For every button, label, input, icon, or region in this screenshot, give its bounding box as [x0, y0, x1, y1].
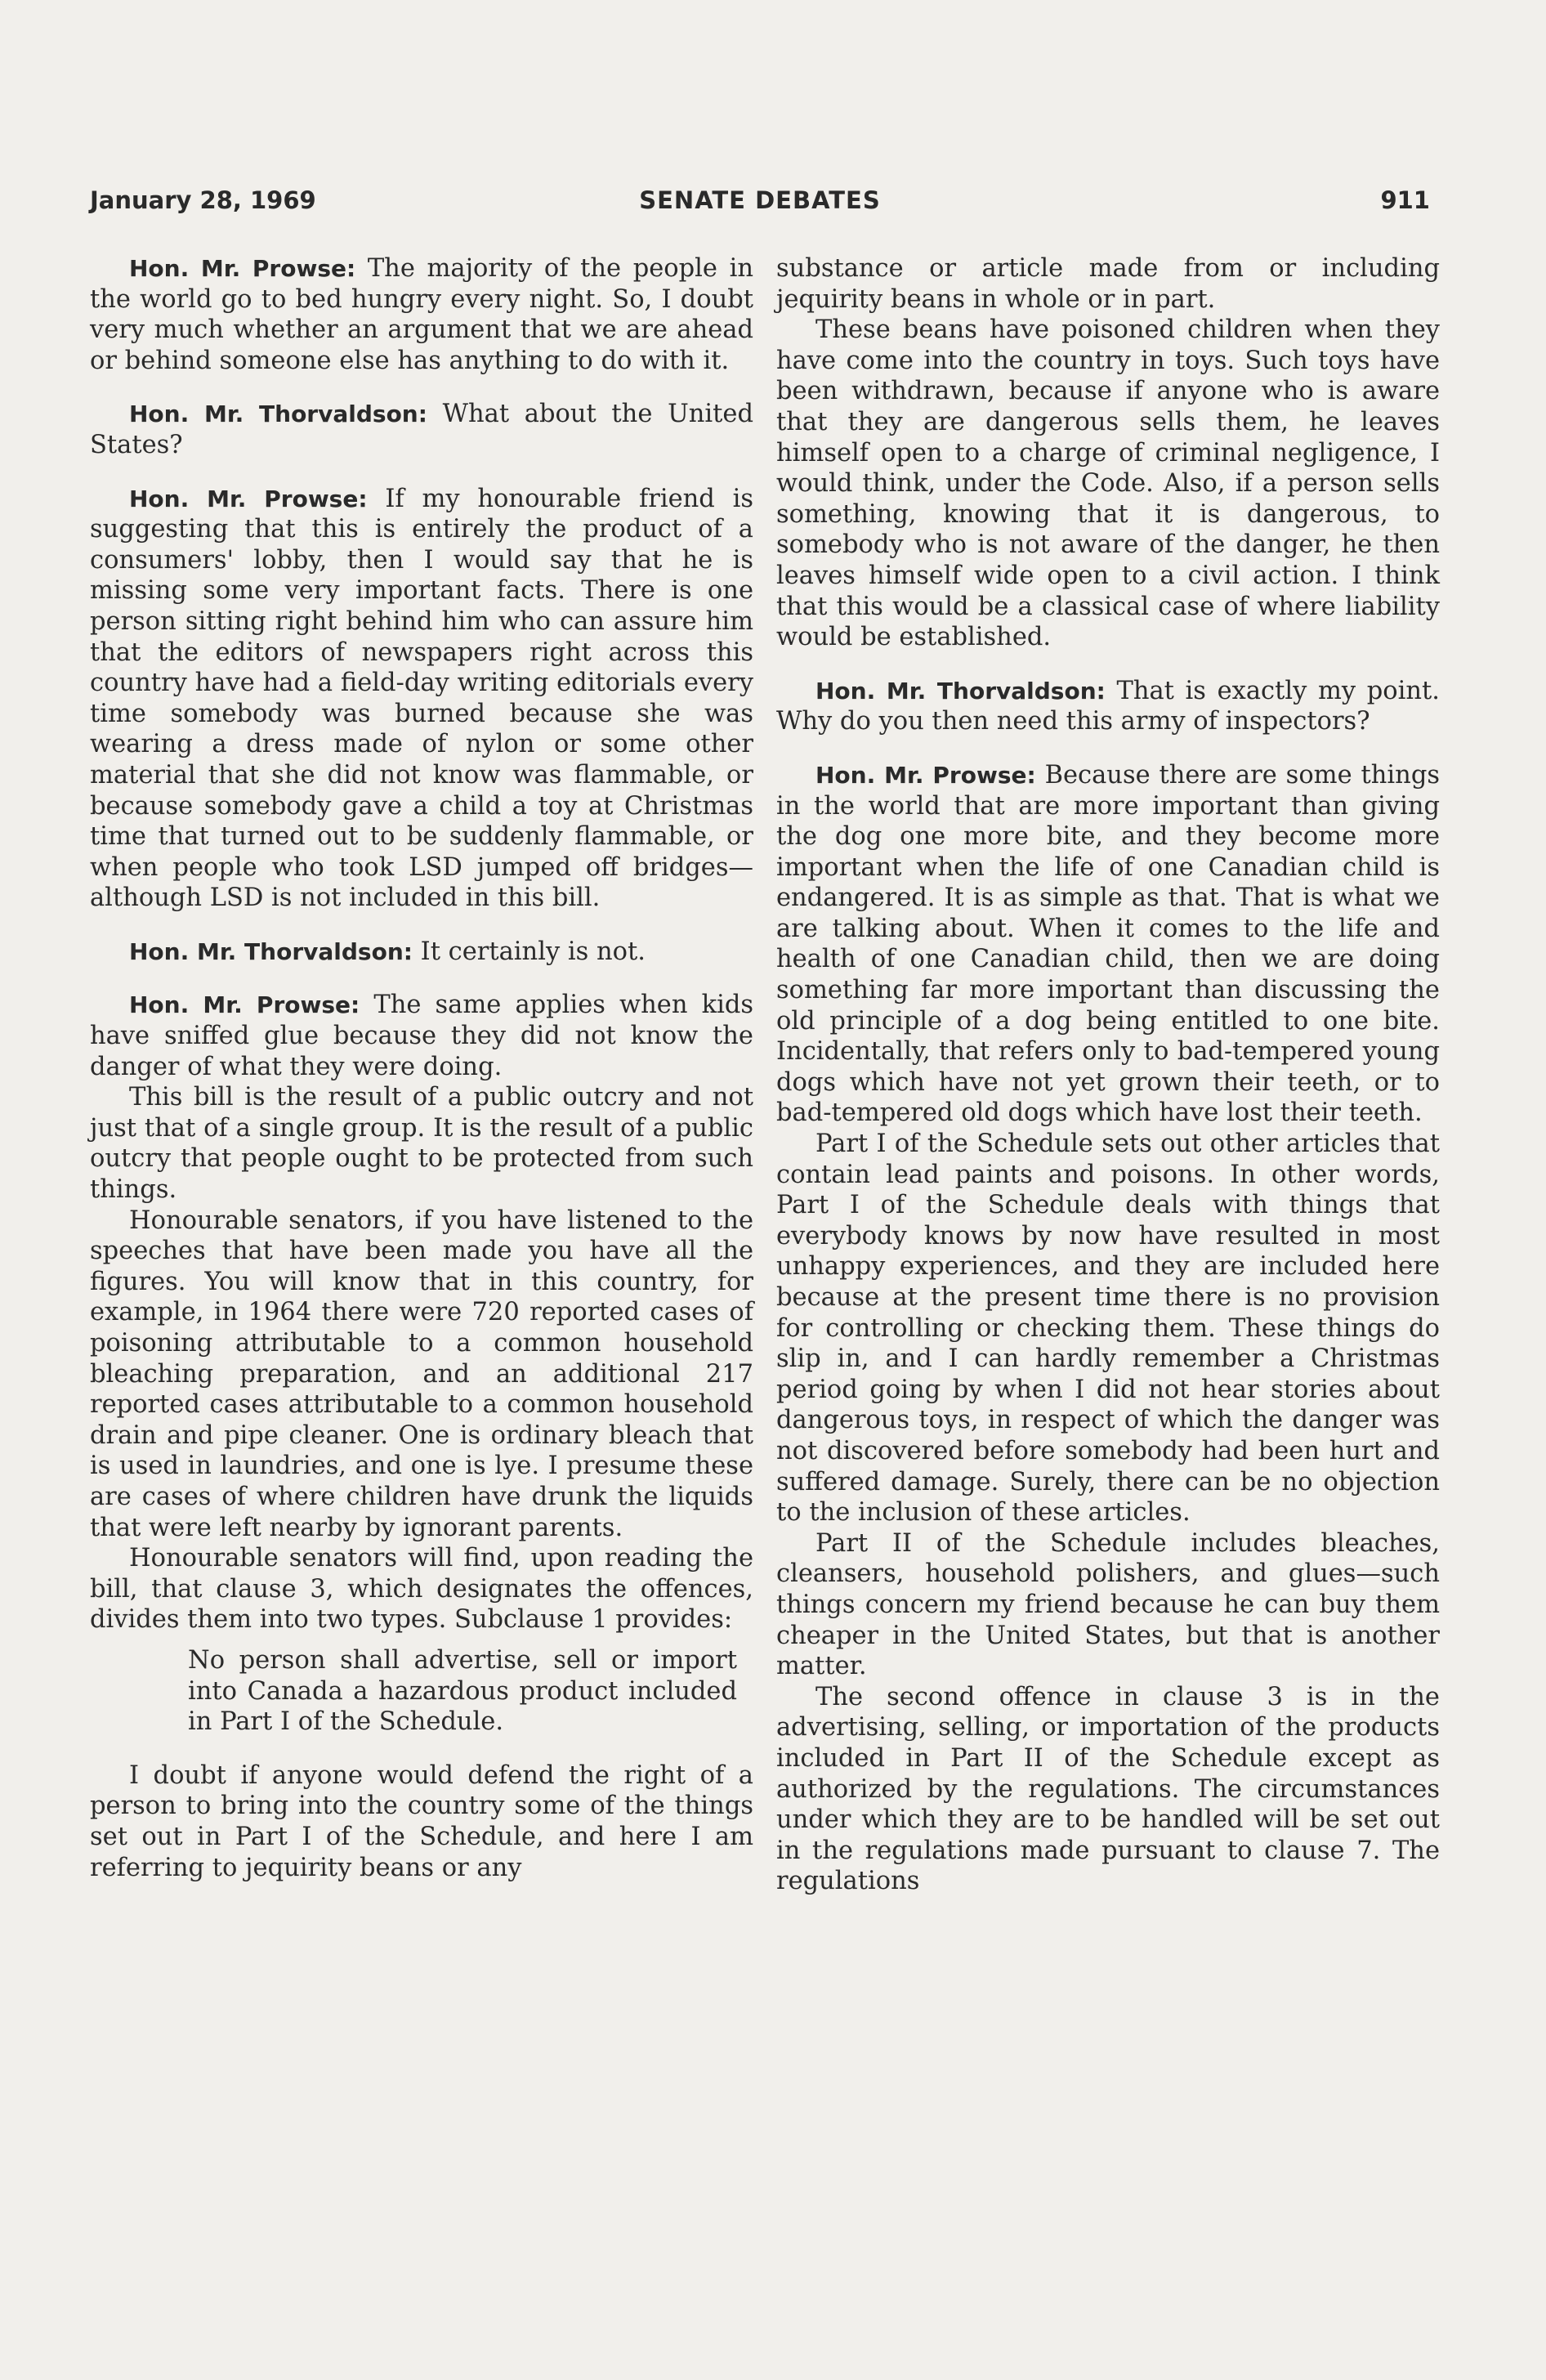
speech-text: If my honourable friend is suggesting that this is entirely the product of a consumers' lobby, then I would say that he is missing some very important facts. There is one person sitting right behind him who can assure him that the editors of newspapers right across this country have had a field-day writing editorials every time somebody was burned because she was wearing a dress made of nylon or some other material that she did not know was flammable, or because somebody gave a child a toy at Christmas time that turned out to be suddenly flammable, or when people who took LSD jumped off bridges—although LSD is not included in this bill. — [90, 484, 753, 913]
speech-text: That is exactly my point. Why do you then need this army of inspectors? — [776, 676, 1440, 736]
left-column — [90, 253, 753, 1883]
speech-paragraph — [90, 937, 753, 968]
speech-paragraph — [90, 990, 753, 1082]
body-paragraph: Honourable senators, if you have listened to the speeches that have been made you have all the figures. You will know that in this country, for example, in 1964 there were 720 reported cases of poisoning attributable to a common household bleaching preparation, and an additional 217 reported cases attributable to a common household drain and pipe cleaner. One is ordinary bleach that is used in laundries, and one is lye. I presume these are cases of where children have drunk the liquids that were left nearby by ignorant parents. — [90, 1206, 753, 1542]
speech-paragraph — [90, 484, 753, 914]
speech-text: Because there are some things in the world that are more important than giving the dog one more bite, and they become more important when the life of one Canadian child is endangered. It is as simple as that. That is what we are talking about. When it comes to the life and health of one Canadian child, then we are doing something far more important than discussing the old principle of a dog being entitled to one bite. Incidentally, that refers only to bad-tempered young dogs which have not yet grown their teeth, or to bad-tempered old dogs which have lost their teeth. — [776, 760, 1440, 1128]
speech-text: The majority of the people in the world go to bed hungry every night. So, I doubt very much whether an argument that we are ahead or behind someone else has anything to do with it. — [90, 254, 753, 375]
speaker-name: Hon. Mr. Prowse: — [815, 761, 1036, 789]
speech-text: What about the United States? — [90, 400, 753, 459]
speech-paragraph — [776, 760, 1440, 1129]
speech-paragraph — [776, 676, 1440, 737]
publication-title: SENATE DEBATES — [639, 186, 881, 214]
body-paragraph: These beans have poisoned children when they have come into the country in toys. Such toys have been withdrawn, because if anyone who is aware that they are dangerous sells them, he leaves himself open to a charge of criminal negligence, I would think, under the Code. Also, if a person sells something, knowing that it is dangerous, to somebody who is not aware of the danger, he then leaves himself wide open to a civil action. I think that this would be a classical case of where liability would be established. — [776, 315, 1440, 652]
speaker-name: Hon. Mr. Thorvaldson: — [129, 400, 427, 428]
body-paragraph: The second offence in clause 3 is in the advertising, selling, or importation of the products included in Part II of the Schedule except as authorized by the regulations. The circumstances under which they are to be handled will be set out in the regulations made pursuant to clause 7. The regulations — [776, 1682, 1440, 1896]
running-header — [90, 186, 1430, 222]
header-date: January 28, 1969 — [90, 186, 316, 214]
block-quote: No person shall advertise, sell or import into Canada a hazardous product included in Part I of the Schedule. — [188, 1645, 737, 1737]
speaker-name: Hon. Mr. Prowse: — [129, 485, 368, 512]
speaker-name: Hon. Mr. Thorvaldson: — [815, 677, 1106, 705]
speaker-name: Hon. Mr. Thorvaldson: — [129, 937, 413, 965]
page-number: 911 — [1380, 186, 1430, 214]
body-paragraph: Part II of the Schedule includes bleaches, cleansers, household polishers, and glues—such things concern my friend because he can buy them cheaper in the United States, but that is another matter. — [776, 1528, 1440, 1681]
continued-paragraph: substance or article made from or including jequirity beans in whole or in part. — [776, 254, 1440, 314]
speaker-name: Hon. Mr. Prowse: — [129, 255, 356, 282]
body-paragraph: I doubt if anyone would defend the right of a person to bring into the country some of the things set out in Part I of the Schedule, and here I am referring to jequirity beans or any — [90, 1760, 753, 1882]
body-paragraph: Honourable senators will find, upon reading the bill, that clause 3, which designates the offences, divides them into two types. Subclause 1 provides: — [90, 1544, 753, 1635]
body-paragraph: Part I of the Schedule sets out other articles that contain lead paints and poisons. In other words, Part I of the Schedule deals with things that everybody knows by now have resulted in most unhappy experiences, and they are included here because at the present time there is no provision for controlling or checking them. These things do slip in, and I can hardly remember a Christmas period going by when I did not hear stories about dangerous toys, in respect of which the danger was not discovered before somebody had been hurt and suffered damage. Surely, there can be no objection to the inclusion of these articles. — [776, 1130, 1440, 1528]
speech-text: The same applies when kids have sniffed glue because they did not know the danger of what they were doing. — [90, 991, 754, 1081]
speech-paragraph — [90, 253, 753, 376]
speech-paragraph — [90, 399, 753, 460]
speech-text: It certainly is not. — [412, 937, 646, 966]
speaker-name: Hon. Mr. Prowse: — [129, 991, 360, 1019]
body-paragraph: This bill is the result of a public outcry and not just that of a single group. It is the result of a public outcry that people ought to be protected from such things. — [90, 1083, 753, 1205]
right-column — [776, 253, 1440, 1897]
